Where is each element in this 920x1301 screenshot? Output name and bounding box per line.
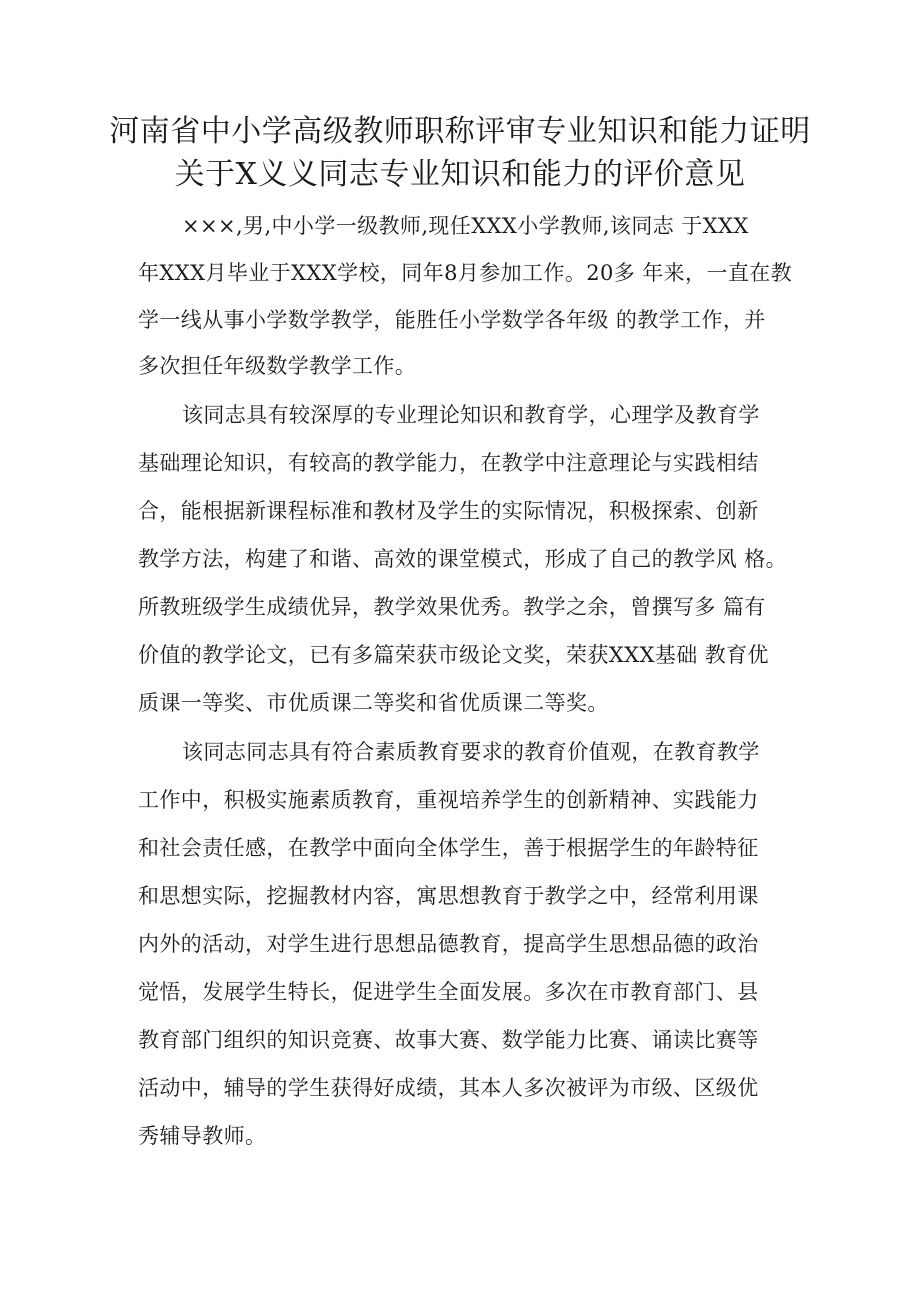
paragraph-2-line-3: 合，能根据新课程标准和教材及学生的实际情况，积极探索、创新 [138, 499, 759, 523]
paragraph-3-line-6: 觉悟，发展学生特长，促进学生全面发展。多次在市教育部门、县 [138, 980, 759, 1004]
paragraph-2-line-6: 价值的教学论文，已有多篇荣获市级论文奖，荣获XXX基础 教育优 [138, 643, 769, 667]
paragraph-3-line-7: 教育部门组织的知识竞赛、故事大赛、数学能力比赛、诵读比赛等 [138, 1028, 759, 1052]
paragraph-3-line-8: 活动中，辅导的学生获得好成绩，其本人多次被评为市级、区级优 [138, 1076, 759, 1100]
paragraph-3-line-2: 工作中，积极实施素质教育，重视培养学生的创新精神、实践能力 [138, 788, 759, 812]
document-title: 河南省中小学高级教师职称评审专业知识和能力证明 [109, 114, 811, 149]
paragraph-1-line-4: 多次担任年级数学教学工作。 [138, 354, 417, 378]
paragraph-3-line-4: 和思想实际，挖掘教材内容，寓思想教育于教学之中，经常利用课 [138, 884, 759, 908]
paragraph-2-line-2: 基础理论知识，有较高的教学能力，在教学中注意理论与实践相结 [138, 451, 759, 475]
paragraph-3-line-3: 和社会责任感，在教学中面向全体学生，善于根据学生的年龄特征 [138, 836, 759, 860]
paragraph-3-line-1: 该同志同志具有符合素质教育要求的教育价值观，在教育教学 [182, 740, 760, 764]
paragraph-1-line-1: ×××,男,中小学一级教师,现任XXX小学教师,该同志 于XXX [182, 214, 749, 238]
paragraph-2-line-1: 该同志具有较深厚的专业理论知识和教育学，心理学及教育学 [182, 403, 760, 427]
paragraph-1-line-3: 学一线从事小学数学教学，能胜任小学数学各年级 的教学工作，并 [138, 308, 766, 332]
document-subtitle: 关于X义义同志专业知识和能力的评价意见 [174, 157, 746, 192]
paragraph-3-line-9: 秀辅导教师。 [138, 1124, 267, 1148]
paragraph-2-line-4: 教学方法，构建了和谐、高效的课堂模式，形成了自己的教学风 格。 [138, 547, 788, 571]
paragraph-1-line-2: 年XXX月毕业于XXX学校，同年8月参加工作。20多 年来，一直在教 [138, 261, 793, 285]
paragraph-2-line-7: 质课一等奖、市优质课二等奖和省优质课二等奖。 [138, 691, 609, 715]
paragraph-2-line-5: 所教班级学生成绩优异，教学效果优秀。教学之余，曾撰写多 篇有 [138, 595, 766, 619]
paragraph-3-line-5: 内外的活动，对学生进行思想品德教育，提高学生思想品德的政治 [138, 932, 759, 956]
